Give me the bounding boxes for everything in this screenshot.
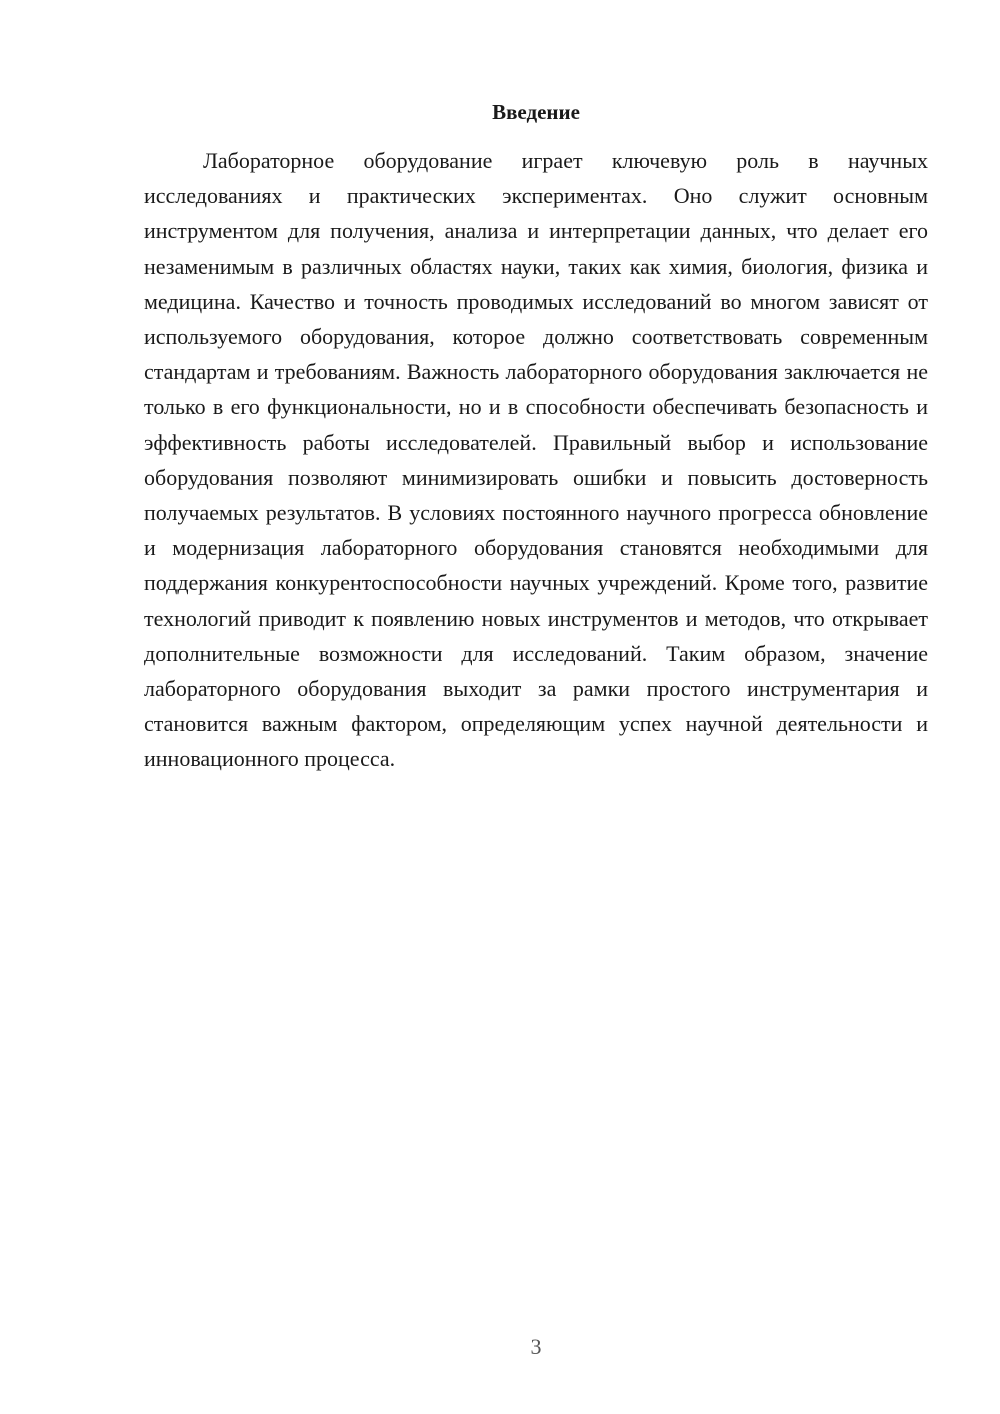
page-number: 3 [530,1334,542,1359]
body-paragraph: Лабораторное оборудование играет ключевую роль в научных исследованиях и практических экспериментах. Оно служит основным инструментом для получения, анализа и интерпретации данных, что делает его незаменимым в различных областях науки, таких как химия, биология, физика и медицина. Качество и точность проводимых исследований во многом зависят от используемого оборудования, которое должно соответствовать современным стандартам и требованиям. Важность лабораторного оборудования заключается не только в его функциональности, но и в способности обеспечивать безопасность и эффективность работы исследователей. Правильный выбор и использование оборудования позволяют минимизировать ошибки и повысить достоверность получаемых результатов. В условиях постоянного научного прогресса обновление и модернизация лабораторного оборудования становятся необходимыми для поддержания конкурентоспособности научных учреждений. Кроме того, развитие технологий приводит к появлению новых инструментов и методов, что открывает дополнительные возможности для исследований. Таким образом, значение лабораторного оборудования выходит за рамки простого инструментария и становится важным фактором, определяющим успех научной деятельности и инновационного процесса. [144,148,928,772]
section-heading: Введение [492,100,580,124]
